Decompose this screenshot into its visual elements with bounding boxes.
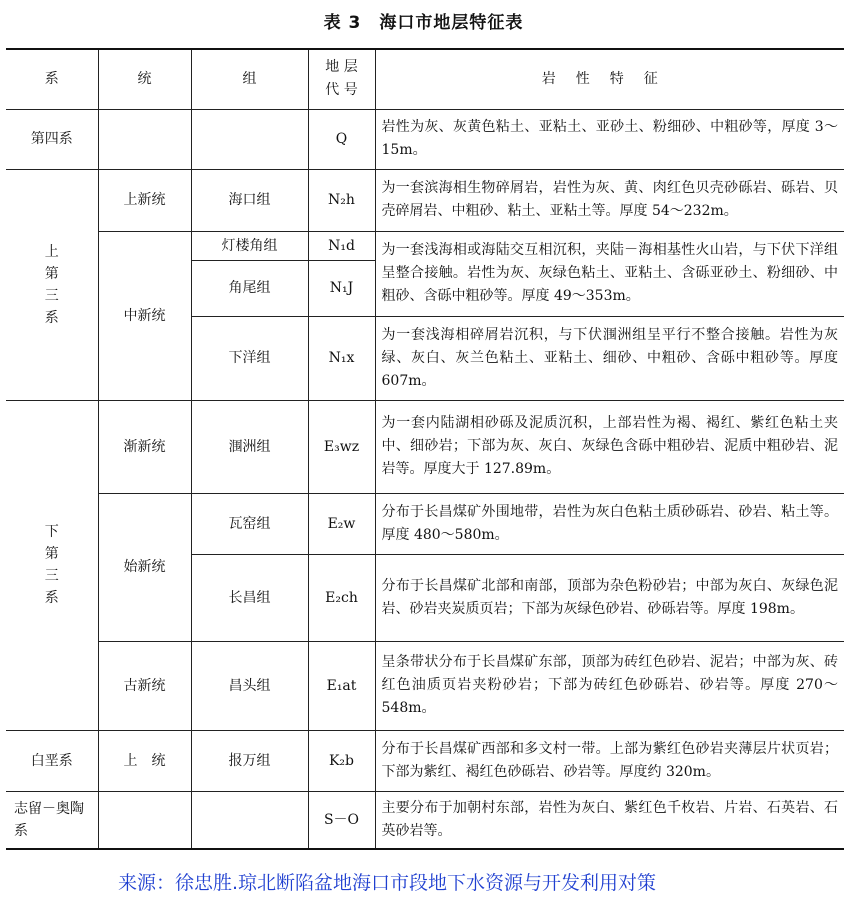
xi-char: 系 — [44, 309, 59, 326]
cell-code: E₁at — [308, 641, 375, 730]
xi-char: 三 — [44, 568, 59, 584]
cell-zu: 长昌组 — [191, 554, 308, 641]
cell-desc: 主要分布于加朝村东部，岩性为灰白、紫红色千枚岩、片岩、石英岩、石英砂岩等。 — [375, 791, 844, 849]
table-row — [6, 231, 844, 260]
cell-tong — [98, 791, 191, 849]
cell-zu: 海口组 — [191, 169, 308, 231]
cell-code: N₁x — [308, 316, 375, 400]
cell-xi: 白垩系 — [6, 730, 98, 791]
cell-xi: 第四系 — [6, 109, 98, 169]
cell-code: E₂ch — [308, 554, 375, 641]
table-title: 表 3 海口市地层特征表 — [323, 13, 524, 33]
cell-tong: 上新统 — [98, 169, 191, 231]
cell-zu: 涠洲组 — [191, 400, 308, 493]
cell-zu: 灯楼角组 — [191, 231, 308, 260]
cell-tong — [98, 109, 191, 169]
cell-code: N₁d — [308, 231, 375, 260]
cell-desc: 岩性为灰、灰黄色粘土、亚粘土、亚砂土、粉细砂、中粗砂等，厚度 3～15m。 — [375, 109, 844, 169]
cell-desc: 呈条带状分布于长昌煤矿东部，顶部为砖红色砂岩、泥岩；中部为灰、砖红色油质页岩夹粉砂岩；下部为砖红色砂砾岩、砂岩等。厚度 270～548m。 — [375, 641, 844, 730]
cell-desc: 为一套滨海相生物碎屑岩，岩性为灰、黄、肉红色贝壳砂砾岩、砾岩、贝壳碎屑岩、中粗砂、粘土、亚粘土等。厚度 54～232m。 — [375, 169, 844, 231]
cell-zu: 昌头组 — [191, 641, 308, 730]
cell-zu: 角尾组 — [191, 260, 308, 316]
cell-code: N₁J — [308, 260, 375, 316]
strata-table — [6, 48, 844, 850]
cell-zu: 报万组 — [191, 730, 308, 791]
table-row — [6, 641, 844, 730]
xi-char: 上 — [44, 243, 59, 260]
header-xi: 系 — [6, 49, 98, 109]
cell-tong-miocene: 中新统 — [98, 231, 191, 400]
cell-code: N₂h — [308, 169, 375, 231]
cell-desc: 为一套浅海相或海陆交互相沉积，夹陆－海相基性火山岩，与下伏下洋组呈整合接触。岩性为灰、灰绿色粘土、亚粘土、含砾亚砂土、粉细砂、中粗砂、含砾中粗砂等。厚度 49～353m。 — [375, 231, 844, 316]
cell-tong: 渐新统 — [98, 400, 191, 493]
cell-zu: 瓦窑组 — [191, 493, 308, 554]
table-header-row — [6, 49, 844, 109]
cell-code: K₂b — [308, 730, 375, 791]
cell-zu — [191, 791, 308, 849]
table-row — [6, 730, 844, 791]
xi-char: 系 — [44, 590, 59, 606]
cell-desc: 为一套浅海相碎屑岩沉积，与下伏涠洲组呈平行不整合接触。岩性为灰绿、灰白、灰兰色粘土、亚粘土、细砂、中粗砂、含砾中粗砂等。厚度 607m。 — [375, 316, 844, 400]
xi-char: 第 — [44, 265, 59, 282]
cell-desc: 分布于长昌煤矿西部和多文村一带。上部为紫红色砂岩夹薄层片状页岩；下部为紫红、褐红色砂砾岩、砂岩等。厚度约 320m。 — [375, 730, 844, 791]
table-row — [6, 791, 844, 849]
cell-code: S－O — [308, 791, 375, 849]
cell-desc: 分布于长昌煤矿北部和南部，顶部为杂色粉砂岩；中部为灰白、灰绿色泥岩、砂岩夹炭质页岩；下部为灰绿色砂岩、砂砾岩等。厚度 198m。 — [375, 554, 844, 641]
xi-char: 三 — [44, 287, 59, 304]
xi-char: 下 — [44, 524, 59, 540]
cell-code: E₂w — [308, 493, 375, 554]
cell-xi: 志留－奥陶系 — [6, 791, 98, 849]
cell-code: Q — [308, 109, 375, 169]
header-zu: 组 — [191, 49, 308, 109]
cell-xi-lower-tertiary — [6, 400, 98, 730]
cell-zu: 下洋组 — [191, 316, 308, 400]
cell-tong: 上 统 — [98, 730, 191, 791]
header-code: 地 层 代 号 — [308, 49, 375, 109]
table-row — [6, 169, 844, 231]
cell-xi-upper-tertiary — [6, 169, 98, 400]
table-row — [6, 493, 844, 554]
header-desc: 岩性特征 — [375, 49, 844, 109]
cell-tong: 古新统 — [98, 641, 191, 730]
source-citation: 来源：徐忠胜.琼北断陷盆地海口市段地下水资源与开发利用对策 — [118, 872, 657, 894]
cell-zu — [191, 109, 308, 169]
header-tong: 统 — [98, 49, 191, 109]
cell-code: E₃wz — [308, 400, 375, 493]
table-row — [6, 400, 844, 493]
xi-char: 第 — [44, 546, 59, 562]
table-row — [6, 109, 844, 169]
cell-desc: 分布于长昌煤矿外围地带，岩性为灰白色粘土质砂砾岩、砂岩、粘土等。厚度 480～580m。 — [375, 493, 844, 554]
cell-tong-eocene: 始新统 — [98, 493, 191, 641]
cell-desc: 为一套内陆湖相砂砾及泥质沉积，上部岩性为褐、褐红、紫红色粘土夹中、细砂岩；下部为灰、灰白、灰绿色含砾中粗砂岩、泥质中粗砂岩、泥岩等。厚度大于 127.89m。 — [375, 400, 844, 493]
